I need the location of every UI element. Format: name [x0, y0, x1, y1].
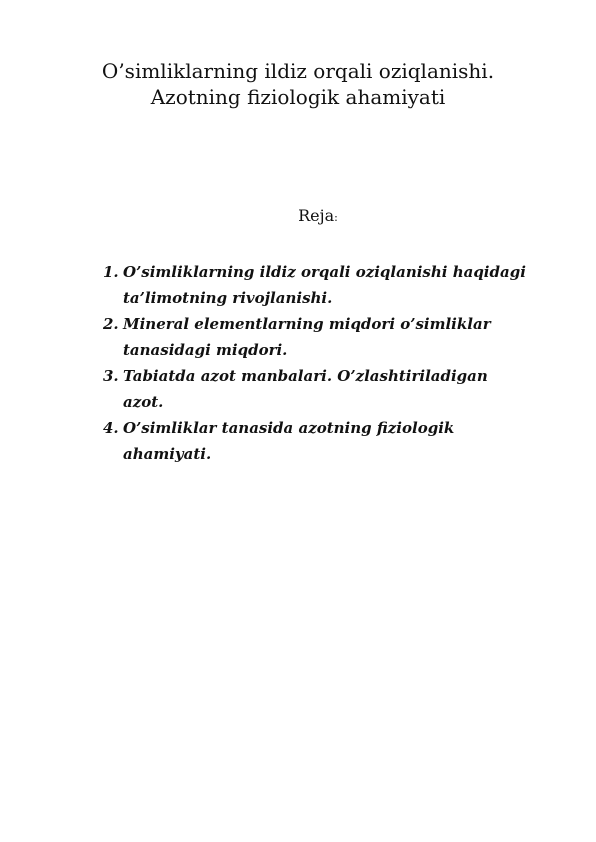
plan-item-text-line-1: O’simliklar tanasida azotning fiziologik — [123, 419, 455, 437]
title-line-2: Azotning fiziologik ahamiyati — [150, 85, 446, 109]
plan-item-text-line-1: O’simliklarning ildiz orqali oziqlanishi haqidagi — [123, 263, 526, 281]
plan-item — [103, 259, 563, 311]
plan-item-text-line-1: Tabiatda azot manbalari. O’zlashtiriladigan — [123, 367, 488, 385]
plan-heading — [0, 206, 596, 228]
plan-item-number: 1. — [103, 263, 119, 281]
document-title — [60, 58, 536, 110]
title-line-1: O’simliklarning ildiz orqali oziqlanishi. — [101, 59, 495, 83]
plan-item-number: 3. — [103, 367, 119, 385]
plan-item — [103, 363, 563, 415]
plan-item-text-line-2: tanasidagi miqdori. — [123, 341, 288, 359]
plan-item-text-line-2: ta’limotning rivojlanishi. — [123, 289, 333, 307]
plan-item — [103, 415, 563, 467]
plan-heading-colon: : — [334, 211, 338, 224]
plan-item-number: 4. — [103, 419, 119, 437]
plan-item — [103, 311, 563, 363]
plan-item-text-line-2: ahamiyati. — [123, 445, 212, 463]
plan-heading-text: Reja — [298, 206, 335, 225]
plan-item-text-line-1: Mineral elementlarning miqdori o’simliklar — [123, 315, 491, 333]
plan-item-text-line-2: azot. — [123, 393, 164, 411]
plan-list — [103, 259, 563, 467]
plan-item-number: 2. — [103, 315, 119, 333]
